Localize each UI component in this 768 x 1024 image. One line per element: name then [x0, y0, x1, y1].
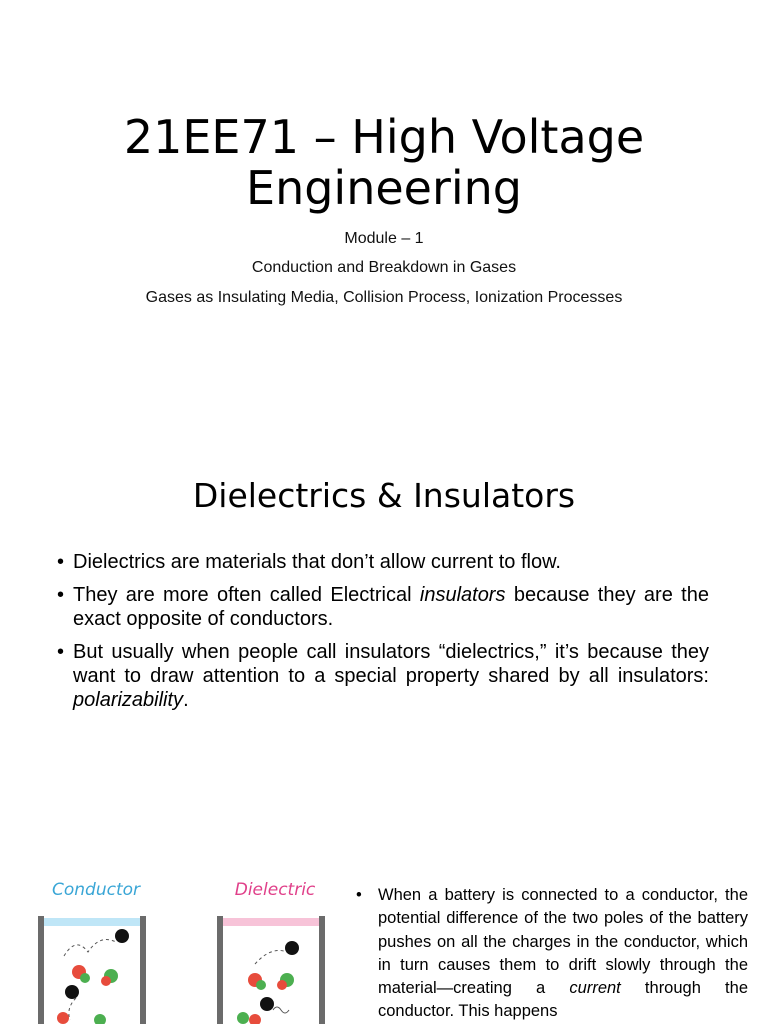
- bullet-text: .: [183, 689, 189, 711]
- bullet-list: [57, 550, 709, 721]
- conductor-label: Conductor: [51, 880, 140, 900]
- module-label: Module – 1: [344, 230, 424, 247]
- bullet-text: They are more often called Electrical: [73, 584, 420, 606]
- topic-label: Conduction and Breakdown in Gases: [251, 259, 517, 276]
- dielectric-label: Dielectric: [234, 880, 316, 900]
- slide-title: 21EE71 – High Voltage Engineering: [123, 110, 645, 215]
- explanation-text: through the conductor. This happens: [378, 979, 748, 1021]
- emphasis-insulators: insulators: [419, 584, 506, 606]
- conductor-illustration: [36, 878, 156, 1024]
- dielectric-illustration: [215, 878, 335, 1024]
- bullet-item: [57, 640, 709, 712]
- dielectric-drawing: [215, 908, 335, 1024]
- conductor-drawing: [36, 908, 156, 1024]
- subtopics-label: Gases as Insulating Media, Collision Process, Ionization Processes: [145, 289, 623, 306]
- bullet-text: But usually when people call insulators “dielectrics,” it’s because they want to draw attention to a special property shared by all insulators:: [73, 641, 709, 687]
- bullet-item: [57, 583, 709, 631]
- bullet-item: [57, 550, 709, 574]
- section-title: Dielectrics & Insulators: [192, 476, 576, 515]
- emphasis-polarizability: polarizability: [73, 689, 184, 711]
- emphasis-current: current: [569, 979, 621, 998]
- explanation-item: [356, 884, 748, 1024]
- explanation-list: [356, 884, 748, 1024]
- bullet-text: Dielectrics are materials that don’t allow current to flow.: [73, 551, 561, 573]
- bullet-text: because they are the exact opposite of conductors.: [73, 584, 709, 630]
- explanation-text: When a battery is connected to a conductor, the potential difference of the two poles of the battery pushes on all the charges in the conductor, which in turn causes them to drift slowly through the material—creating a: [378, 886, 748, 998]
- subtitle-block: [140, 229, 628, 317]
